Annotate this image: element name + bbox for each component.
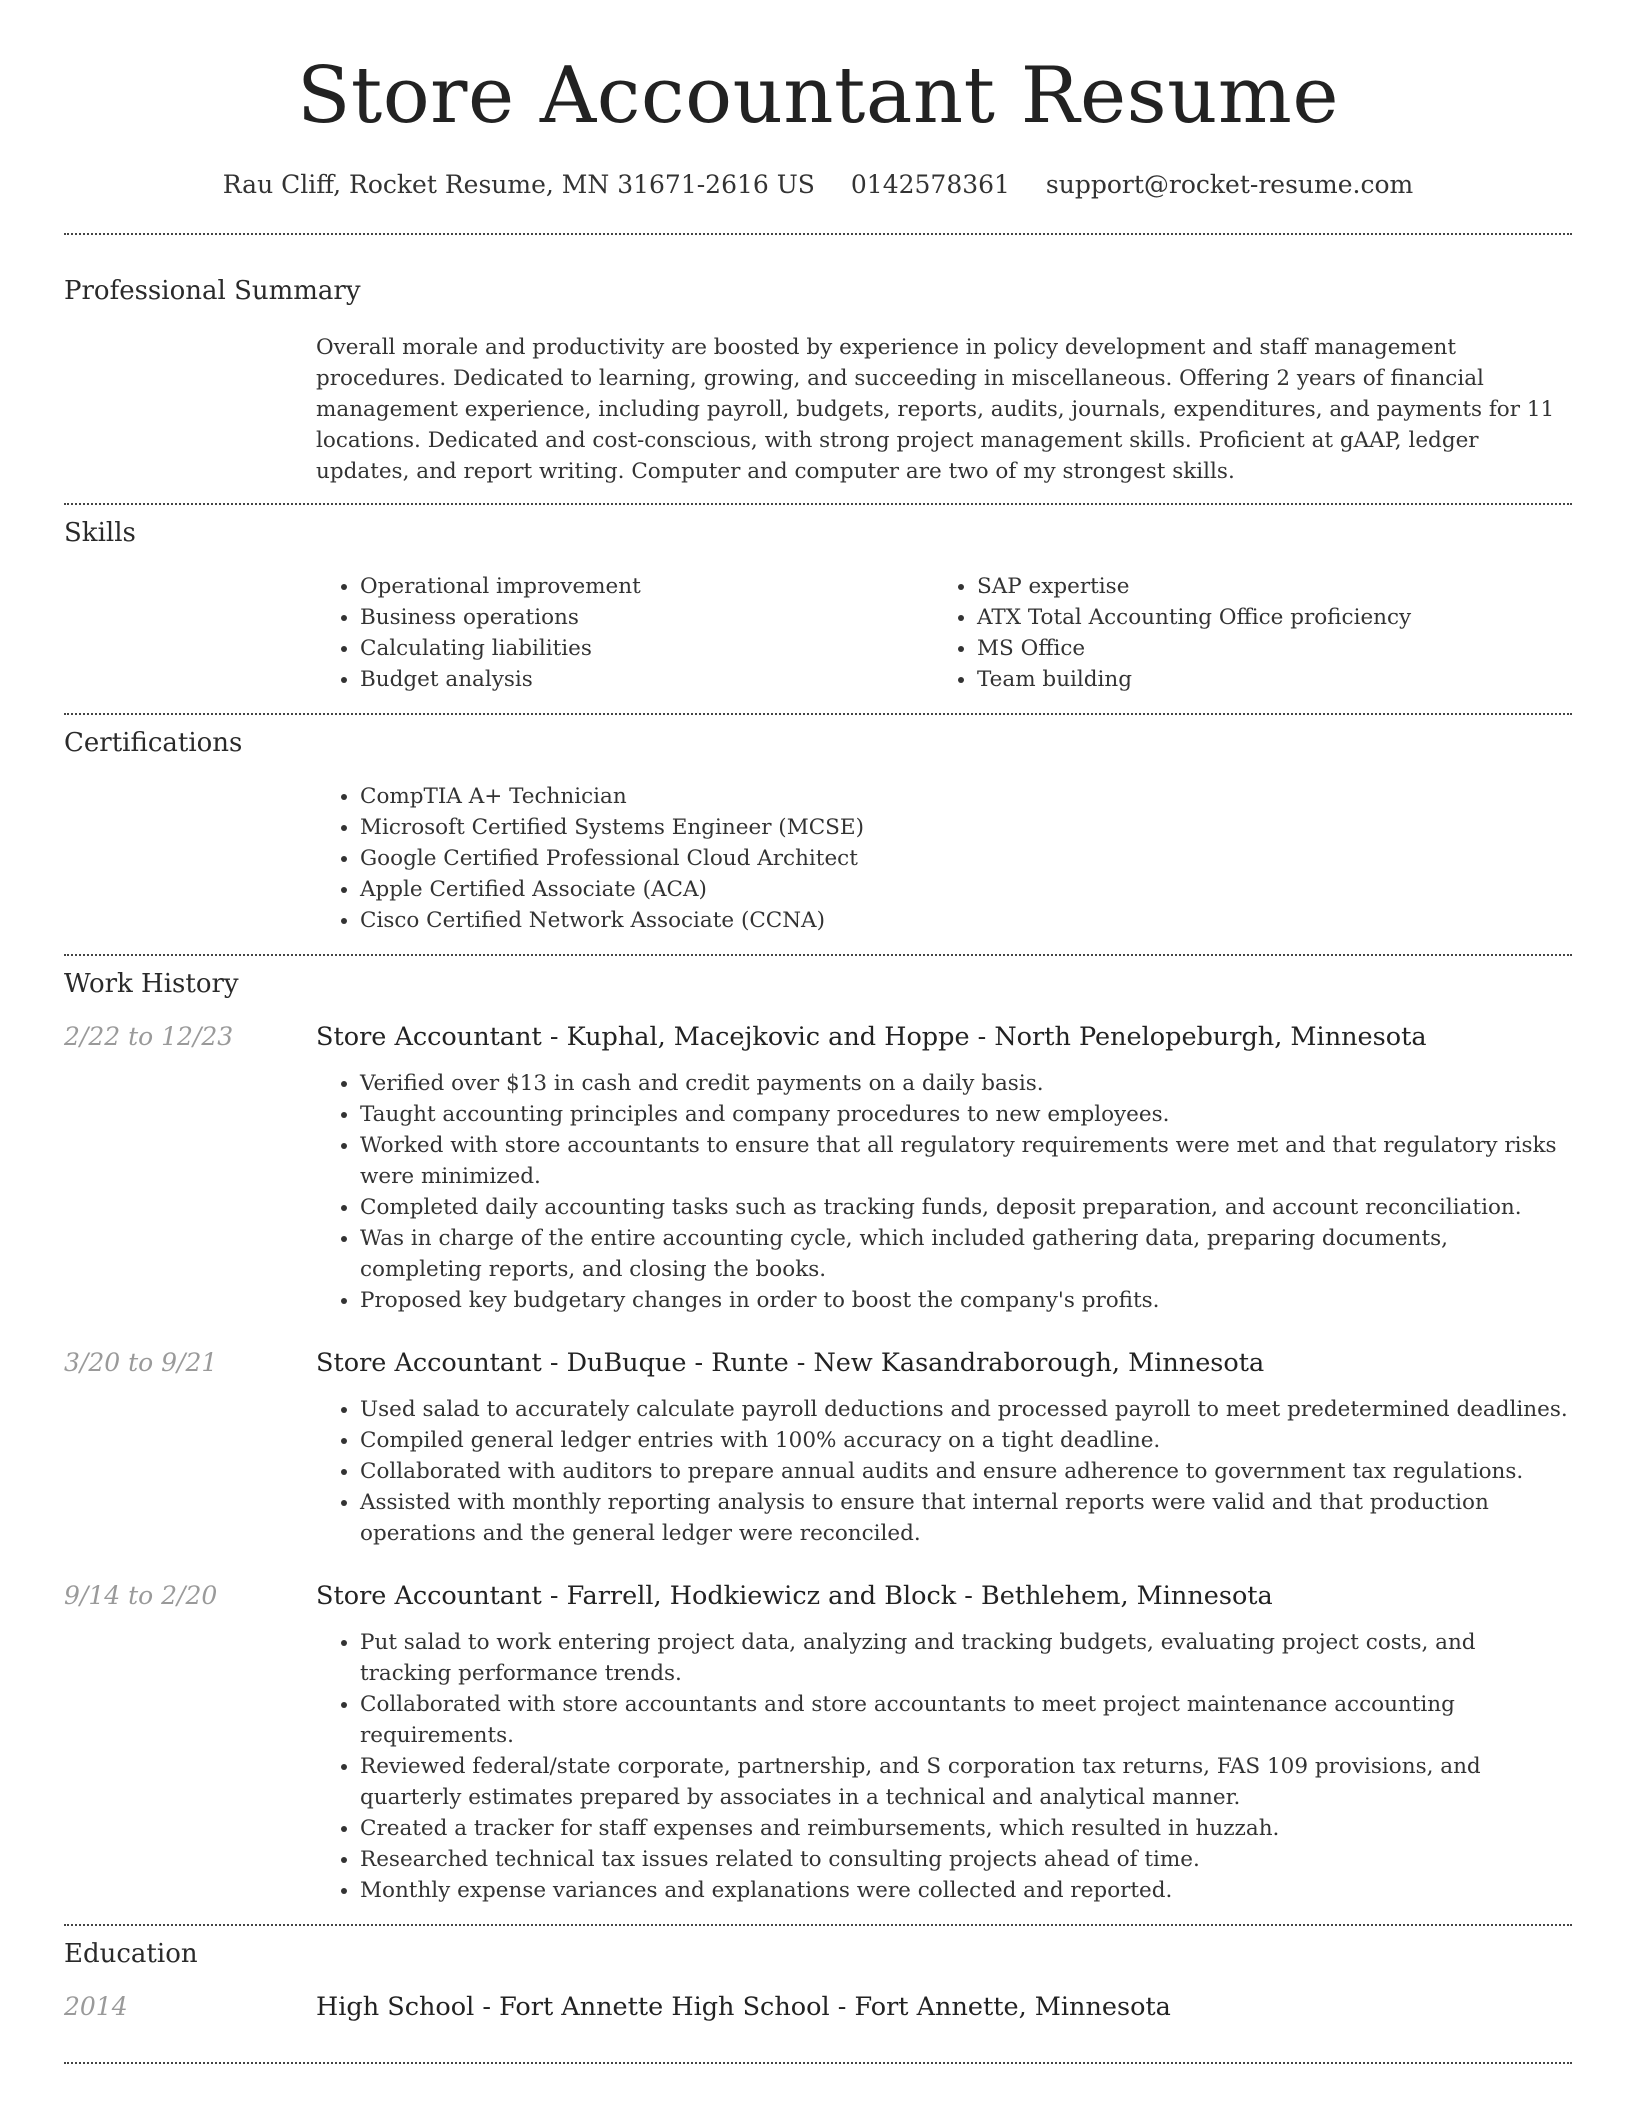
skills-list-left <box>316 571 933 695</box>
certification-item: • Apple Certified Associate (ACA) <box>360 874 1572 905</box>
job-bullet: • Collaborated with store accountants and store accountants to meet project maintenance accounting requirements. <box>360 1689 1572 1751</box>
contact-line <box>64 170 1572 199</box>
job-bullet: • Created a tracker for staff expenses and reimbursements, which resulted in huzzah. <box>360 1813 1572 1844</box>
certifications-list <box>316 781 1572 954</box>
job-dates: 9/14 to 2/20 <box>64 1580 218 1610</box>
section-heading-certifications: Certifications <box>64 728 243 759</box>
skills-section <box>64 505 1572 713</box>
education-details <box>316 1990 1572 2038</box>
education-section <box>64 1926 1572 2062</box>
job-bullet: • Was in charge of the entire accounting cycle, which included gathering data, preparing documents, completing reports, and closing the books. <box>360 1223 1572 1285</box>
job-bullet: • Taught accounting principles and company procedures to new employees. <box>360 1099 1572 1130</box>
job-bullet: • Verified over $13 in cash and credit payments on a daily basis. <box>360 1068 1572 1099</box>
job-bullet: • Used salad to accurately calculate payroll deductions and processed payroll to meet predetermined deadlines. <box>360 1394 1572 1425</box>
contact-address: Rau Cliff, Rocket Resume, MN 31671-2616 US <box>222 169 815 199</box>
job-entry <box>64 1579 1572 1906</box>
job-bullet: • Reviewed federal/state corporate, partnership, and S corporation tax returns, FAS 109 provisions, and quarterly estimates prepared by associates in a technical and analytical manner. <box>360 1751 1572 1813</box>
skill-item: • Business operations <box>360 602 933 633</box>
job-header: Store Accountant - DuBuque - Runte - New Kasandraborough, Minnesota <box>316 1347 1265 1378</box>
job-bullet: • Worked with store accountants to ensure that all regulatory requirements were met and that regulatory risks were minimized. <box>360 1130 1572 1192</box>
job-entry <box>64 1346 1572 1549</box>
certification-item: • Microsoft Certified Systems Engineer (MCSE) <box>360 812 1572 843</box>
section-heading-summary: Professional Summary <box>64 275 361 306</box>
job-dates: 3/20 to 9/21 <box>64 1347 218 1377</box>
skill-item: • MS Office <box>977 633 1550 664</box>
skills-column-left <box>316 571 933 695</box>
work-history-section <box>64 956 1572 1924</box>
skills-grid <box>316 571 1572 713</box>
job-bullet: • Assisted with monthly reporting analysis to ensure that internal reports were valid and that production operations and the general ledger were reconciled. <box>360 1487 1572 1549</box>
certification-item: • Google Certified Professional Cloud Architect <box>360 843 1572 874</box>
job-entry <box>64 1020 1572 1316</box>
job-bullet: • Monthly expense variances and explanations were collected and reported. <box>360 1875 1572 1906</box>
skill-item: • SAP expertise <box>977 571 1550 602</box>
page-title: Store Accountant Resume <box>296 51 1340 141</box>
job-bullets <box>316 1394 1572 1549</box>
summary-section <box>64 235 1572 504</box>
section-heading-skills: Skills <box>64 518 136 549</box>
job-details <box>316 1020 1572 1316</box>
job-bullet: • Collaborated with auditors to prepare annual audits and ensure adherence to government tax regulations. <box>360 1456 1572 1487</box>
section-heading-education: Education <box>64 1938 198 1969</box>
education-year: 2014 <box>64 1991 128 2021</box>
job-dates: 2/22 to 12/23 <box>64 1021 234 1051</box>
skill-item: • Budget analysis <box>360 664 933 695</box>
certification-item: • Cisco Certified Network Associate (CCNA) <box>360 905 1572 936</box>
job-bullet: • Put salad to work entering project data, analyzing and tracking budgets, evaluating project costs, and tracking performance trends. <box>360 1627 1572 1689</box>
skill-item: • ATX Total Accounting Office proficiency <box>977 602 1550 633</box>
job-bullets <box>316 1627 1572 1906</box>
job-header: Store Accountant - Kuphal, Macejkovic and Hoppe - North Penelopeburgh, Minnesota <box>316 1021 1427 1052</box>
job-bullet: • Proposed key budgetary changes in order to boost the company's profits. <box>360 1285 1572 1316</box>
job-bullet: • Completed daily accounting tasks such as tracking funds, deposit preparation, and account reconciliation. <box>360 1192 1572 1223</box>
certification-item: • CompTIA A+ Technician <box>360 781 1572 812</box>
section-heading-work-history: Work History <box>64 968 239 999</box>
job-header: Store Accountant - Farrell, Hodkiewicz and Block - Bethlehem, Minnesota <box>316 1580 1273 1611</box>
job-details <box>316 1346 1572 1549</box>
job-details <box>316 1579 1572 1906</box>
job-bullet: • Researched technical tax issues related to consulting projects ahead of time. <box>360 1844 1572 1875</box>
contact-email: support@rocket-resume.com <box>1045 169 1414 199</box>
resume-page <box>64 0 1572 2064</box>
skills-column-right <box>933 571 1550 695</box>
skill-item: • Operational improvement <box>360 571 933 602</box>
education-entry <box>64 1990 1572 2062</box>
skills-list-right <box>933 571 1550 695</box>
skill-item: • Team building <box>977 664 1550 695</box>
job-bullets <box>316 1068 1572 1316</box>
certifications-section <box>64 715 1572 954</box>
divider <box>64 2062 1572 2064</box>
contact-phone: 0142578361 <box>850 169 1010 199</box>
job-bullet: • Compiled general ledger entries with 100% accuracy on a tight deadline. <box>360 1425 1572 1456</box>
summary-text: Overall morale and productivity are boosted by experience in policy development and staff management procedures. Dedicated to learning, growing, and succeeding in miscellaneous. Offering 2 years of financial management experience, including payroll, budgets, reports, audits, journals, expenditures, and payments for 11 locations. Dedicated and cost-conscious, with strong project management skills. Proficient at gAAP, ledger updates, and report writing. Computer and computer are two of my strongest skills. <box>316 335 1555 485</box>
education-header: High School - Fort Annette High School - Fort Annette, Minnesota <box>316 1991 1171 2022</box>
skill-item: • Calculating liabilities <box>360 633 933 664</box>
